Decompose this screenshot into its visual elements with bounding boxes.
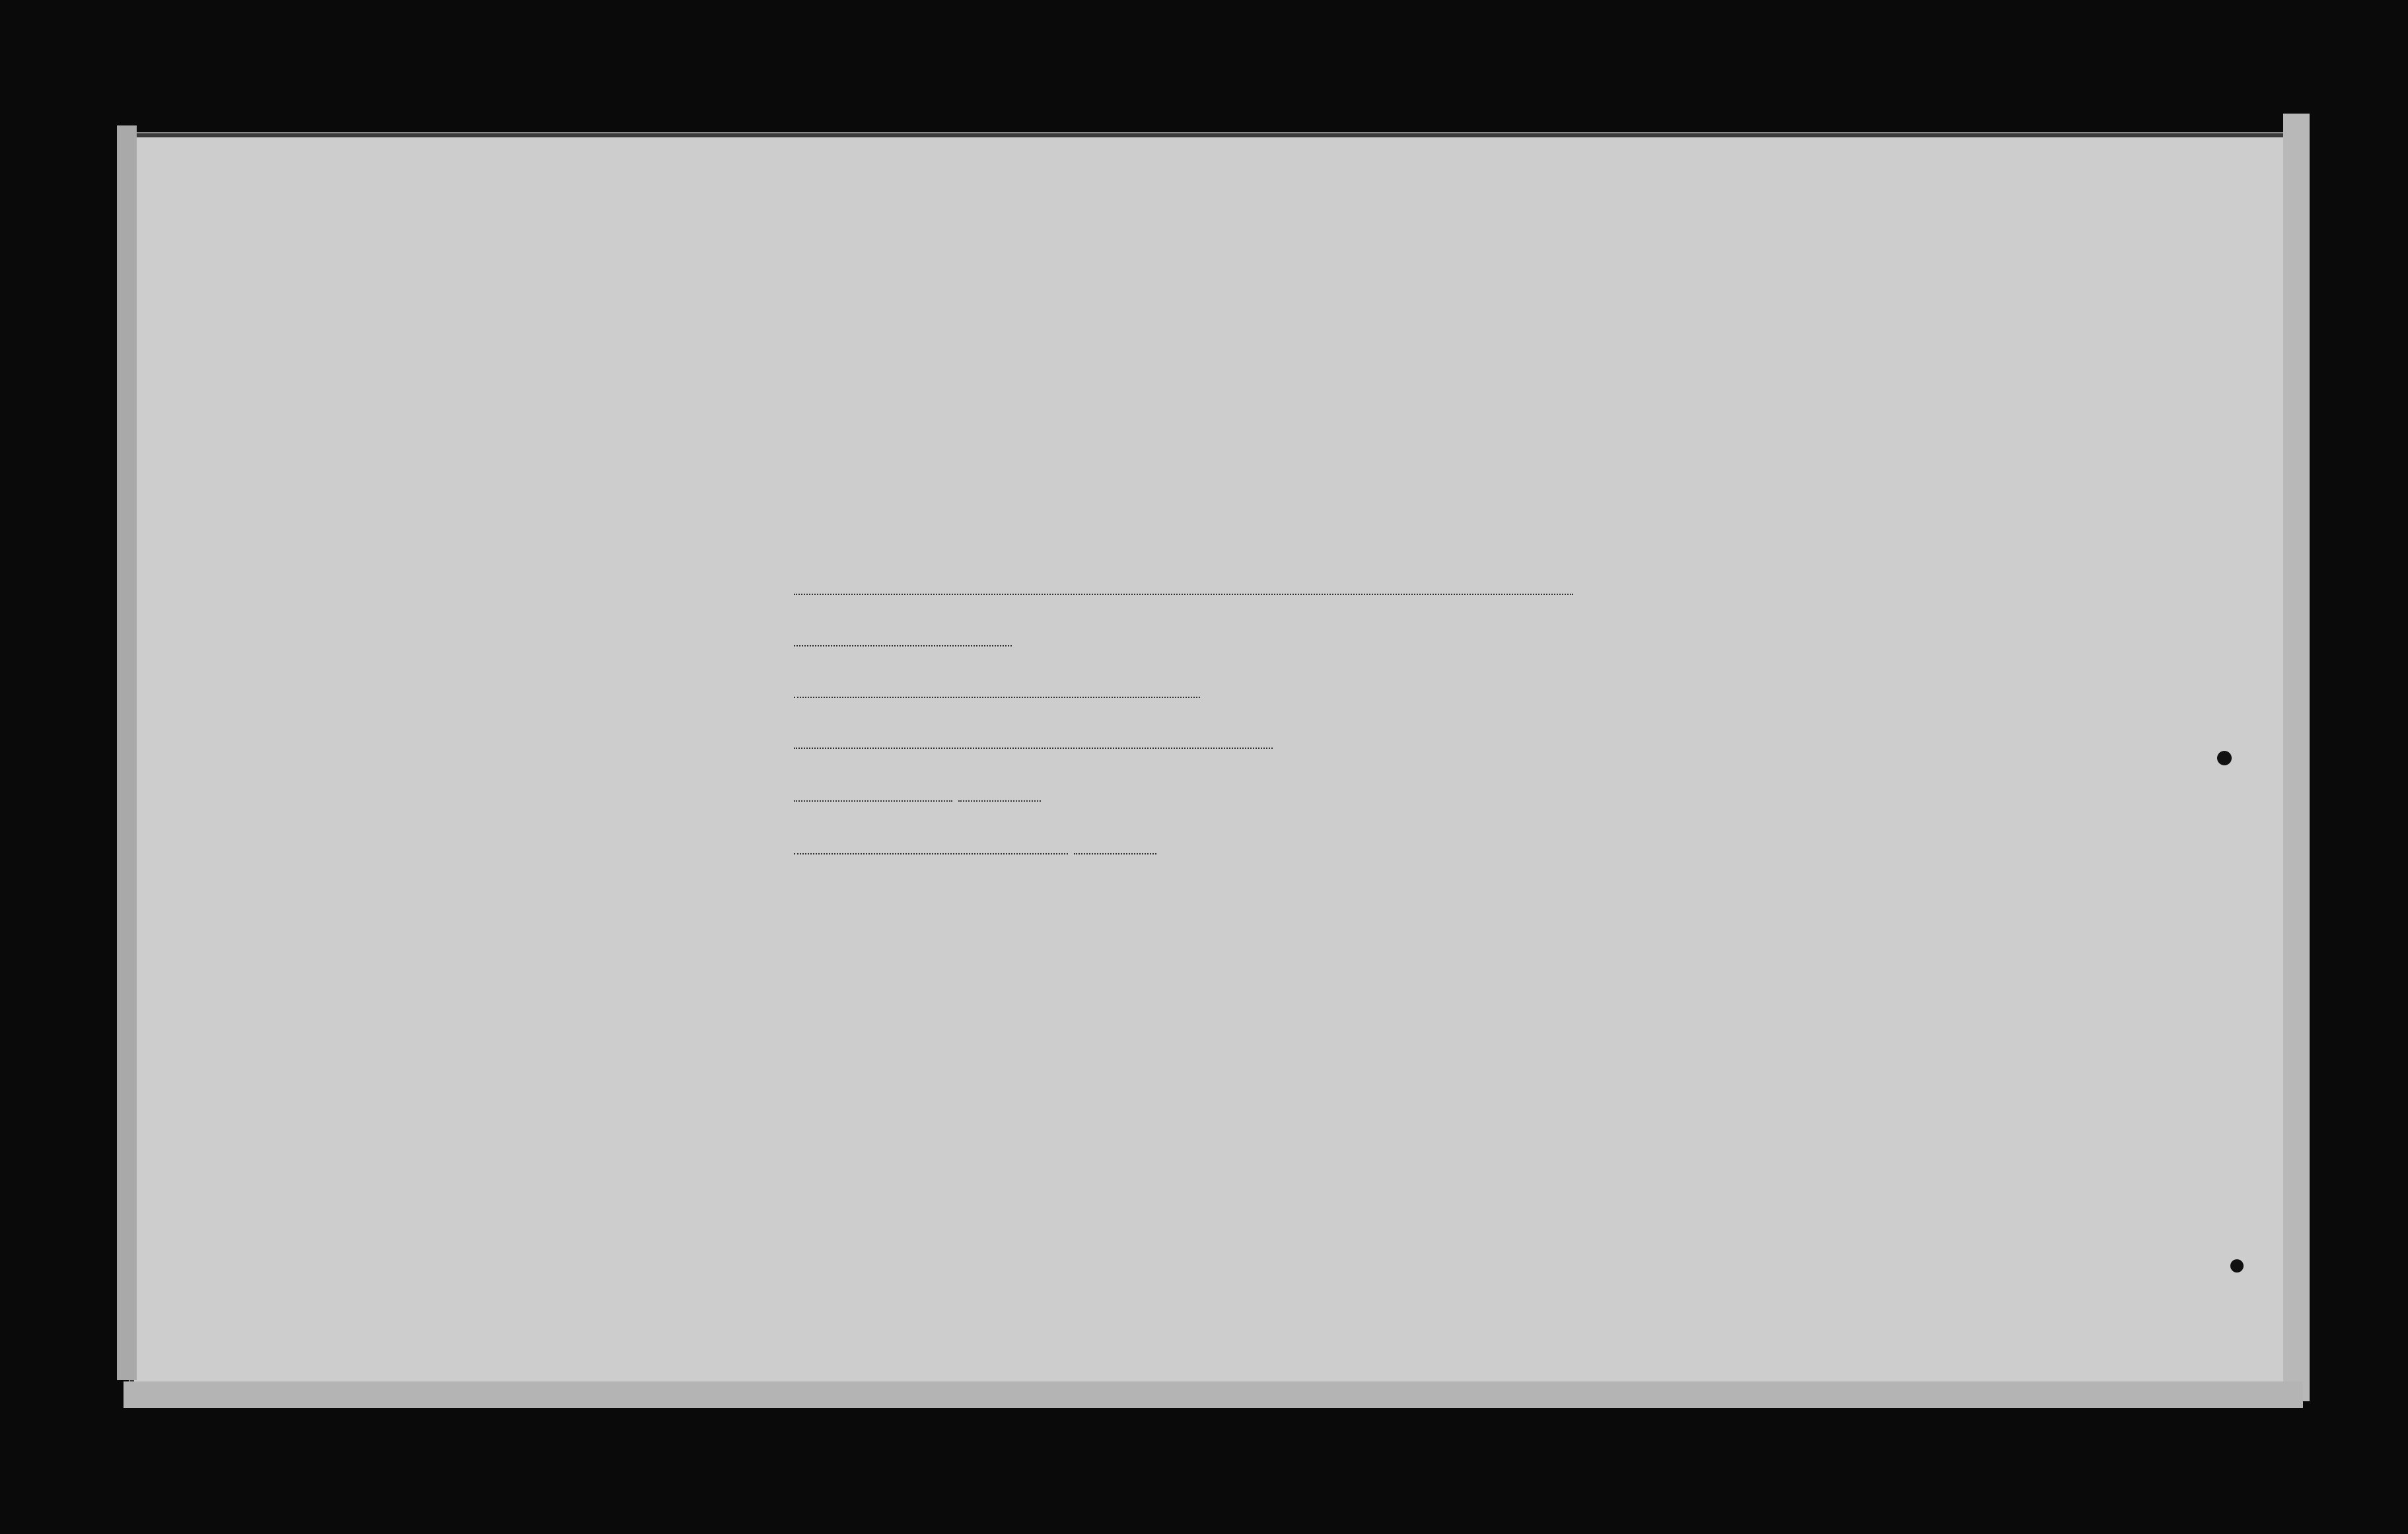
ink-mark [2217,751,2232,765]
private-q2 [794,629,1012,651]
private-q1b [794,577,1573,600]
census-card-page [129,132,2291,1389]
ink-mark-2 [2230,1259,2244,1273]
private-q5 [794,784,1041,806]
private-q3 [794,680,1200,703]
private-q6 [794,837,1156,859]
private-q4 [794,731,1273,753]
